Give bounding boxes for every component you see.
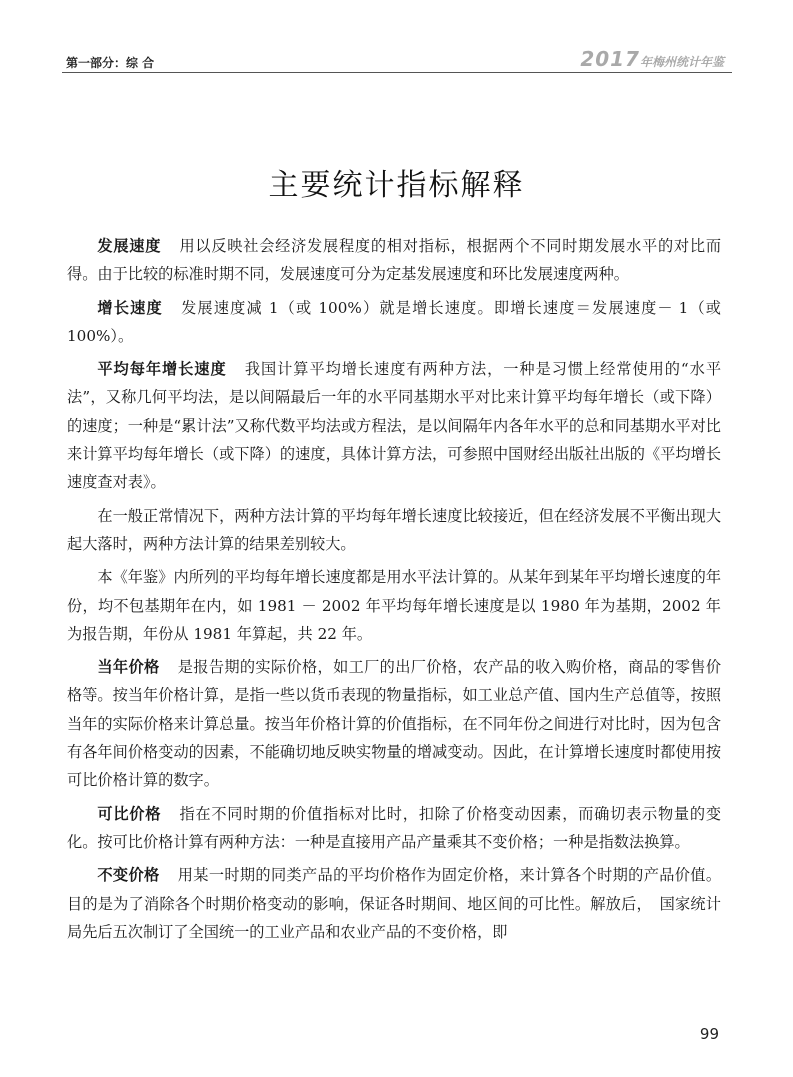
header-rule xyxy=(62,72,732,73)
term-label: 发展速度 xyxy=(97,237,162,255)
paragraph-text: 在一般正常情况下，两种方法计算的平均每年增长速度比较接近，但在经济发展不平衡出现大起大落时，两种方法计算的结果差别较大。 xyxy=(67,506,721,553)
page-header xyxy=(62,44,732,74)
term-definition: 发展速度减 1（或 100%）就是增长速度。即增长速度＝发展速度－ 1（或 100%）。 xyxy=(67,298,721,345)
paragraph xyxy=(67,232,721,289)
term-label: 不变价格 xyxy=(97,866,160,885)
term-label: 可比价格 xyxy=(97,804,162,823)
term-label: 平均每年增长速度 xyxy=(97,360,227,379)
term-definition: 指在不同时期的价值指标对比时，扣除了价格变动因素，而确切表示物量的变化。按可比价格计算有两种方法：一种是直接用产品产量乘其不变价格；一种是指数法换算。 xyxy=(67,804,722,851)
yearbook-title: 年梅州统计年鉴 xyxy=(639,55,724,69)
yearbook-year: 2017 xyxy=(580,47,640,71)
term-definition: 是报告期的实际价格，如工厂的出厂价格，农产品的收入购价格，商品的零售价格等。按当年价格计算，是指一些以货币表现的物量指标，如工业总产值、国内生产总值等，按照当年的实际价格来计算总量。按当年价格计算的价值指标，在不同年份之间进行对比时，因为包含有各年间价格变动的因素，不能确切地反映实物量的增减变动。因此，在计算增长速度时都使用按可比价格计算的数字。 xyxy=(67,658,721,790)
term-label: 当年价格 xyxy=(97,658,160,677)
page-number: 99 xyxy=(699,1025,719,1043)
term-label: 增长速度 xyxy=(97,298,163,317)
yearbook-name xyxy=(580,47,724,71)
paragraph xyxy=(67,294,721,351)
paragraph xyxy=(67,653,721,794)
paragraph-text: 本《年鉴》内所列的平均每年增长速度都是用水平法计算的。从某年到某年平均增长速度的年份，均不包基期年在内，如 1981 － 2002 年平均每年增长速度是以 1980 年为基期，2002 年为报告期，年份从 1981 年算起，共 22 年。 xyxy=(67,568,721,643)
paragraph xyxy=(67,861,721,946)
section-label: 第一部分：综 合 xyxy=(66,56,155,70)
term-definition: 我国计算平均增长速度有两种方法，一种是习惯上经常使用的“水平法”，又称几何平均法，是以间隔最后一年的水平同基期水平对比来计算平均每年增长（或下降）的速度；一种是“累计法”又称代数平均法或方程法，是以间隔年内各年水平的总和同基期水平对比来计算平均每年增长（或下降）的速度，具体计算方法，可参照中国财经出版社出版的《平均增长速度查对表》。 xyxy=(67,360,722,492)
page-title: 主要统计指标解释 xyxy=(268,168,525,203)
term-definition: 用某一时期的同类产品的平均价格作为固定价格，来计算各个时期的产品价值。目的是为了消除各个时期价格变动的影响，保证各时期间、地区间的可比性。解放后， 国家统计局先后五次制订了全国统一的工业产品和农业产品的不变价格，即 xyxy=(67,866,721,941)
paragraph xyxy=(67,502,721,559)
paragraph xyxy=(67,563,721,648)
paragraph xyxy=(67,355,721,496)
term-definition: 用以反映社会经济发展程度的相对指标，根据两个不同时期发展水平的对比而得。由于比较的标准时期不同，发展速度可分为定基发展速度和环比发展速度两种。 xyxy=(67,237,722,284)
body-text xyxy=(67,232,721,951)
paragraph xyxy=(67,800,721,857)
